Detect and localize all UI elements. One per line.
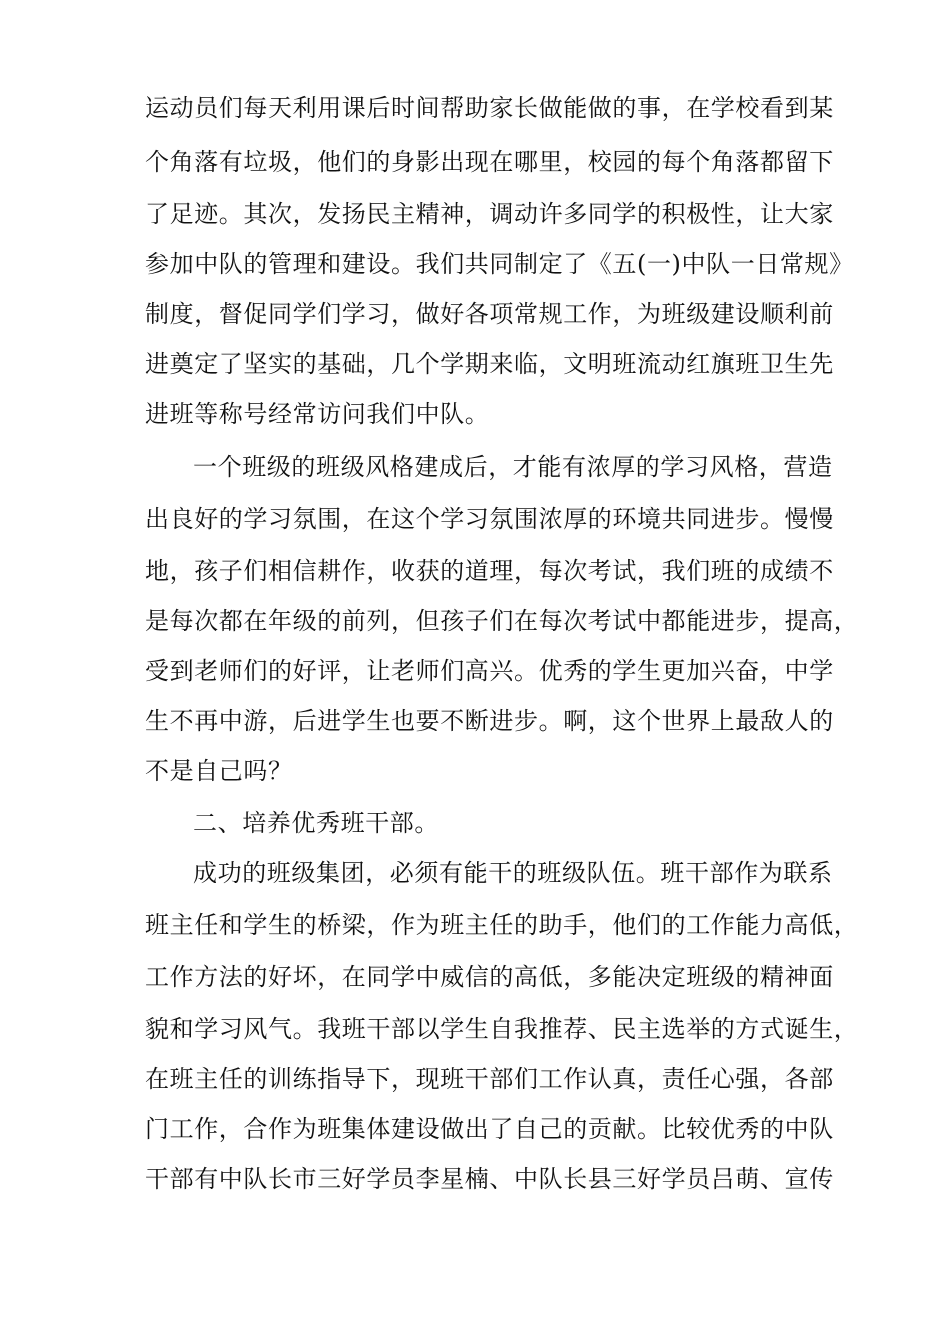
section-heading: 二、培养优秀班干部。: [193, 809, 439, 837]
text-line: 是每次都在年级的前列，但孩子们在每次考试中都能进步，提高，: [145, 607, 859, 635]
text-line: 地，孩子们相信耕作，收获的道理，每次考试，我们班的成绩不: [145, 557, 834, 585]
text-line: 了足迹。其次，发扬民主精神，调动许多同学的积极性，让大家: [145, 200, 834, 228]
paragraph-first-line: 一个班级的班级风格建成后，才能有浓厚的学习风格，营造: [193, 453, 833, 481]
text-line: 受到老师们的好评，让老师们高兴。优秀的学生更加兴奋，中学: [145, 657, 834, 685]
text-line: 干部有中队长市三好学员李星楠、中队长县三好学员吕萌、宣传: [145, 1165, 834, 1193]
paragraph-first-line: 成功的班级集团，必须有能干的班级队伍。班干部作为联系: [193, 859, 833, 887]
text-line: 在班主任的训练指导下，现班干部们工作认真，责任心强，各部: [145, 1065, 834, 1093]
text-line: 制度，督促同学们学习，做好各项常规工作，为班级建设顺利前: [145, 300, 834, 328]
text-line: 运动员们每天利用课后时间帮助家长做能做的事，在学校看到某: [145, 94, 834, 122]
text-line: 进奠定了坚实的基础，几个学期来临，文明班流动红旗班卫生先: [145, 350, 834, 378]
text-line: 出良好的学习氛围，在这个学习氛围浓厚的环境共同进步。慢慢: [145, 505, 834, 533]
text-line: 工作方法的好坏，在同学中威信的高低，多能决定班级的精神面: [145, 963, 834, 991]
text-line: 参加中队的管理和建设。我们共同制定了《五(一)中队一日常规》: [145, 250, 854, 278]
text-line: 貌和学习风气。我班干部以学生自我推荐、民主选举的方式诞生，: [145, 1015, 859, 1043]
text-line: 进班等称号经常访问我们中队。: [145, 400, 490, 428]
text-line: 班主任和学生的桥梁，作为班主任的助手，他们的工作能力高低，: [145, 911, 859, 939]
text-line: 生不再中游，后进学生也要不断进步。啊，这个世界上最敌人的: [145, 707, 834, 735]
text-line: 门工作，合作为班集体建设做出了自己的贡献。比较优秀的中队: [145, 1115, 834, 1143]
text-line: 个角落有垃圾，他们的身影出现在哪里，校园的每个角落都留下: [145, 148, 834, 176]
text-line: 不是自己吗？: [145, 757, 293, 785]
